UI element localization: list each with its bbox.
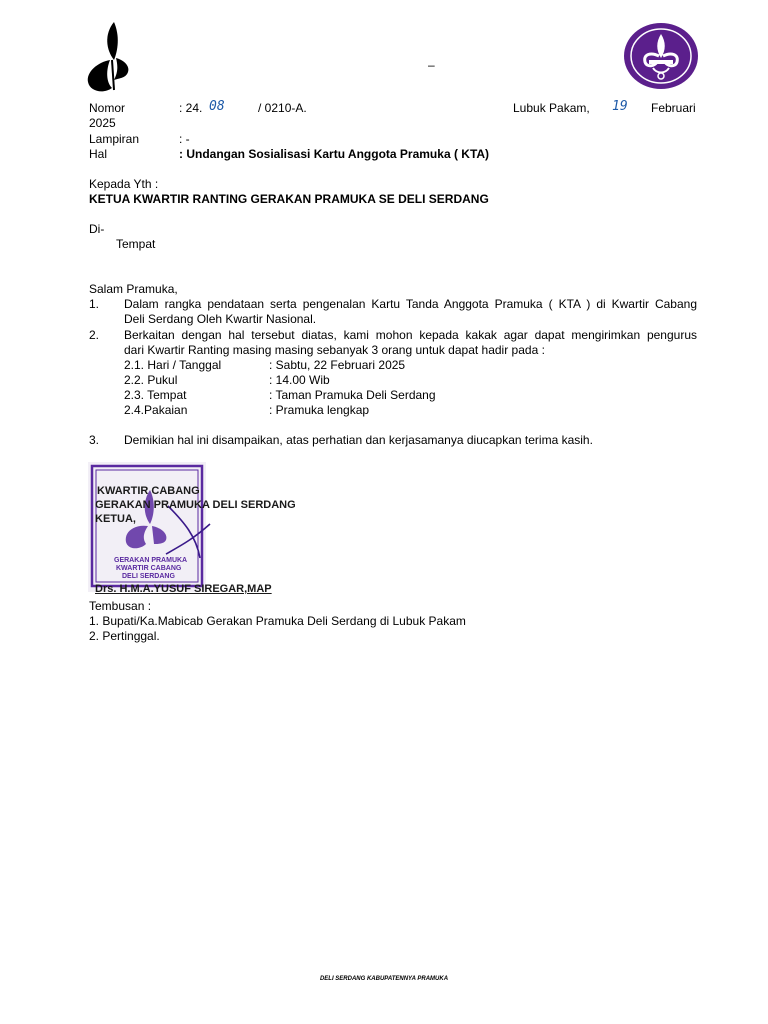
- detail-value: : Pramuka lengkap: [269, 403, 370, 417]
- lampiran-value: : -: [179, 132, 190, 146]
- stamp-text-line2: KWARTIR CABANG: [116, 565, 182, 572]
- signature-org-line2: GERAKAN PRAMUKA DELI SERDANG: [95, 499, 296, 511]
- detail-label: 2.4.Pakaian: [124, 403, 188, 417]
- p3-number: 3.: [89, 433, 100, 447]
- wosm-emblem-icon: [623, 22, 699, 90]
- signature-title: KETUA,: [95, 513, 136, 525]
- p1-line2: Deli Serdang Oleh Kwartir Nasional.: [124, 312, 317, 326]
- signature-org-line1: KWARTIR CABANG: [97, 485, 200, 497]
- tempat-label: Tempat: [116, 237, 156, 251]
- p2-line2: dari Kwartir Ranting masing masing sebanyak 3 orang untuk dapat hadir pada :: [124, 343, 545, 357]
- detail-label: 2.3. Tempat: [124, 388, 187, 402]
- hal-value: : Undangan Sosialisasi Kartu Anggota Pramuka ( KTA): [179, 147, 490, 161]
- p1-number: 1.: [89, 297, 100, 311]
- hal-label: Hal: [89, 147, 108, 161]
- tembusan-title: Tembusan :: [89, 599, 152, 613]
- di-label: Di-: [89, 222, 105, 236]
- stamp-text-line1: GERAKAN PRAMUKA: [114, 557, 188, 564]
- recipient: KETUA KWARTIR RANTING GERAKAN PRAMUKA SE DELI SERDANG: [89, 192, 489, 206]
- signatory-name: Drs. H.M.A.YUSUF SIREGAR,MAP: [95, 583, 272, 595]
- detail-label: 2.2. Pukul: [124, 373, 178, 387]
- detail-value: : 14.00 Wib: [269, 373, 330, 387]
- tunas-kelapa-logo: [84, 20, 136, 96]
- nomor-suffix: / 0210-A.: [258, 101, 307, 115]
- tembusan-item: 2. Pertinggal.: [89, 629, 160, 643]
- stamp-text-line3: DELI SERDANG: [122, 573, 175, 580]
- page-footer: DELI SERDANG KABUPATENNYA PRAMUKA: [319, 976, 449, 982]
- letter-month: Februari: [651, 101, 696, 115]
- kepada-yth: Kepada Yth :: [89, 177, 159, 191]
- nomor-handwritten: 08: [209, 99, 225, 114]
- detail-value: : Sabtu, 22 Februari 2025: [269, 358, 406, 372]
- nomor-prefix: : 24.: [179, 101, 203, 115]
- nomor-label: Nomor: [89, 101, 126, 115]
- p1-line1: Dalam rangka pendataan serta pengenalan Kartu Tanda Anggota Pramuka ( KTA ) di Kwartir Cabang: [124, 297, 697, 311]
- detail-value: : Taman Pramuka Deli Serdang: [269, 388, 436, 402]
- letter-year: 2025: [89, 116, 116, 130]
- detail-label: 2.1. Hari / Tanggal: [124, 358, 222, 372]
- lampiran-label: Lampiran: [89, 132, 140, 146]
- salam: Salam Pramuka,: [89, 282, 178, 296]
- official-stamp-icon: [88, 462, 278, 594]
- p2-number: 2.: [89, 328, 100, 342]
- letter-place: Lubuk Pakam,: [513, 101, 590, 115]
- tembusan-item: 1. Bupati/Ka.Mabicab Gerakan Pramuka Deli Serdang di Lubuk Pakam: [89, 614, 466, 628]
- p3-text: Demikian hal ini disampaikan, atas perhatian dan kerjasamanya diucapkan terima kasih.: [124, 433, 593, 447]
- date-handwritten: 19: [612, 99, 628, 114]
- p2-line1: Berkaitan dengan hal tersebut diatas, kami mohon kepada kakak agar dapat mengirimkan pengurus: [124, 328, 697, 342]
- header-dash: –: [428, 58, 435, 72]
